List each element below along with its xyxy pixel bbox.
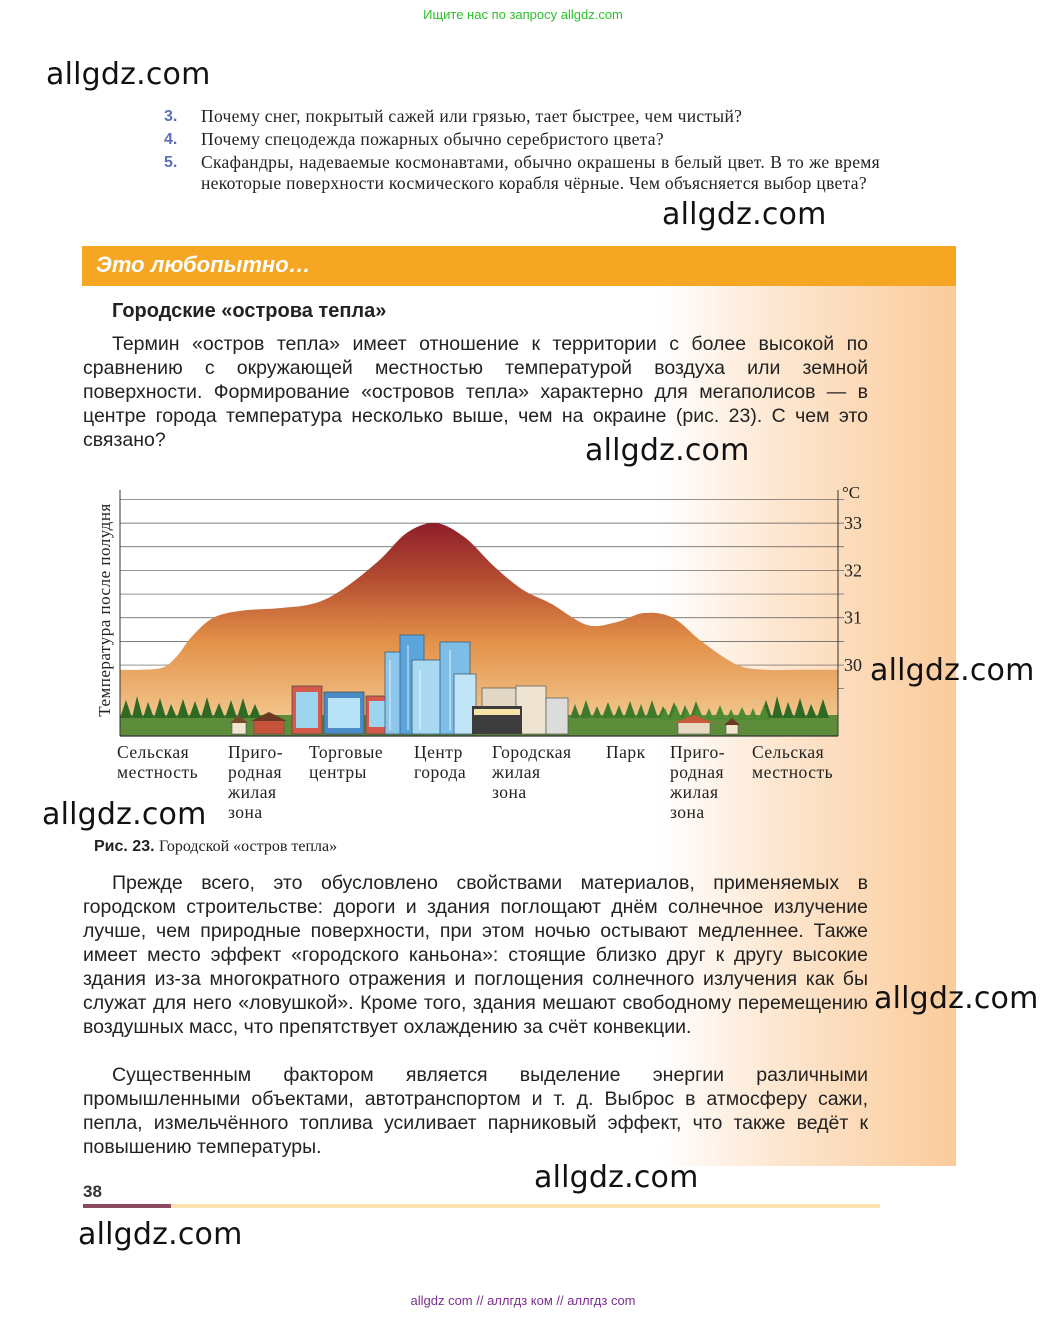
y-tick-label: 30 — [844, 655, 862, 676]
heat-island-chart — [90, 460, 890, 750]
category-label-line: зона — [228, 802, 263, 822]
body-paragraph-1 — [83, 871, 868, 1039]
footer-rule — [83, 1204, 880, 1208]
temperature-profile-area — [120, 523, 838, 736]
questions-list — [164, 106, 880, 196]
top-banner[interactable]: Ищите нас по запросу allgdz.com — [423, 7, 623, 22]
y-axis-label: Температура после полудня — [95, 503, 114, 717]
watermark: allgdz.com — [78, 1217, 243, 1252]
category-label-line: зона — [670, 802, 705, 822]
category-label — [752, 742, 833, 782]
category-label-line: жилая — [492, 762, 541, 782]
figure-caption — [94, 838, 337, 856]
category-label-line: жилая — [670, 782, 719, 802]
panel-title: Это любопытно… — [96, 252, 311, 277]
body-text: Прежде всего, это обусловлено свойствами материалов, применяемых в городском строительстве: дороги и здания поглощают днём солнечное излучение лучше, чем природные поверхности, при этом ночью остывают медленнее. Также имеет место эффект «городского каньона»: стоящие близко друг к другу высокие здания из-за многократного отражения и поглощения солнечного излучения как бы служат для него «ловушкой». Кроме того, здания мешают свободному перемещению воздушных масс, что препятствует охлаждению за счёт конвекции. — [83, 872, 868, 1038]
y-tick-label: 31 — [844, 607, 862, 628]
question-item — [164, 129, 880, 150]
category-label — [492, 742, 572, 802]
category-label-line: Парк — [606, 742, 646, 762]
question-text: Скафандры, надеваемые космонавтами, обычно окрашены в белый цвет. В то же время некоторые поверхности космического корабля чёрные. Чем объясняется выбор цвета? — [201, 152, 880, 193]
footer-rule-accent — [83, 1204, 171, 1208]
caption-text: Городской «остров тепла» — [159, 838, 338, 855]
y-tick-label: 32 — [844, 560, 862, 581]
watermark: allgdz.com — [874, 981, 1039, 1016]
category-label — [670, 742, 725, 822]
category-label-line: города — [414, 762, 467, 782]
category-label — [309, 742, 383, 782]
category-label-line: родная — [670, 762, 725, 782]
category-label-line: жилая — [228, 782, 277, 802]
category-label — [228, 742, 283, 822]
category-label-line: Городская — [492, 742, 572, 762]
intro-text: Термин «остров тепла» имеет отношение к территории с более высокой по сравнению с окружающей местностью температурой воздуха или земной поверхности. Формирование «островов тепла» характерно для мегаполисов — в центре города температура несколько выше, чем на окраине (рис. 23). С чем это связано? — [83, 333, 868, 451]
category-label-line: Приго- — [228, 742, 284, 762]
watermark: allgdz.com — [534, 1160, 699, 1195]
caption-label: Рис. 23. — [94, 838, 155, 855]
watermark: allgdz.com — [46, 57, 211, 92]
category-label — [414, 742, 466, 782]
question-item — [164, 106, 880, 127]
question-item — [164, 152, 880, 194]
body-paragraph-2 — [83, 1063, 868, 1159]
watermark: allgdz.com — [662, 197, 827, 232]
question-text: Почему снег, покрытый сажей или грязью, тает быстрее, чем чистый? — [201, 106, 743, 126]
category-label-line: Приго- — [670, 742, 726, 762]
question-number: 3. — [164, 108, 178, 125]
bottom-banner[interactable]: allgdz com // аллгдз ком // аллгдз com — [410, 1293, 636, 1308]
category-label-line: местность — [752, 762, 834, 782]
question-text: Почему спецодежда пожарных обычно серебристого цвета? — [201, 129, 664, 149]
category-label-line: Сельская — [752, 742, 825, 762]
page-number: 38 — [83, 1182, 102, 1201]
category-label-line: местность — [117, 762, 199, 782]
category-label-line: Сельская — [117, 742, 190, 762]
body-text: Существенным фактором является выделение энергии различными промышленными объектами, автотранспортом и т. д. Выброс в атмосферу сажи, пепла, измельчённого топлива усиливает парниковый эффект, что также ведёт к повышению температуры. — [83, 1064, 868, 1158]
category-label-line: Торговые — [309, 742, 384, 762]
category-label-line: зона — [492, 782, 527, 802]
category-label-line: родная — [228, 762, 283, 782]
y-unit-label: °C — [842, 483, 861, 502]
category-label-line: центры — [309, 762, 367, 782]
watermark: allgdz.com — [585, 433, 750, 468]
watermark: allgdz.com — [870, 653, 1035, 688]
y-tick-label: 33 — [844, 513, 862, 534]
section-subtitle: Городские «острова тепла» — [112, 300, 387, 322]
category-label — [606, 742, 646, 762]
category-label — [117, 742, 198, 782]
question-number: 5. — [164, 154, 178, 171]
intro-paragraph — [83, 332, 868, 452]
question-number: 4. — [164, 131, 178, 148]
watermark: allgdz.com — [42, 797, 207, 832]
category-label-line: Центр — [414, 742, 463, 762]
